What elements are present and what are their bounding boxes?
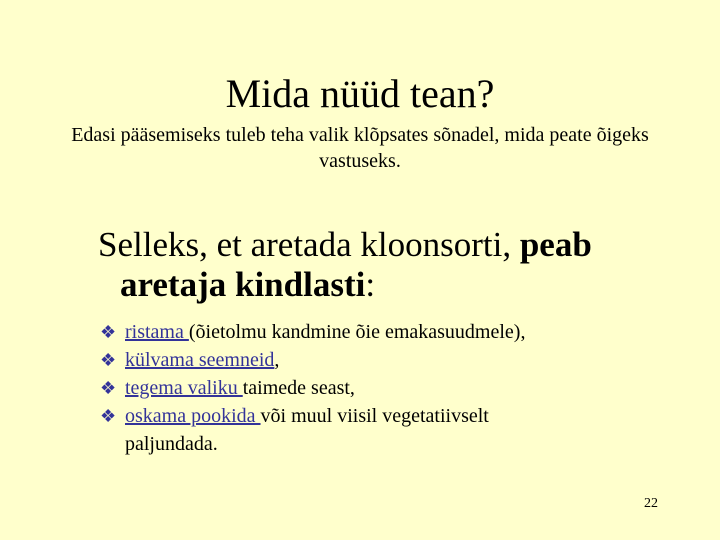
list-item xyxy=(100,318,660,346)
slide-title: Mida nüüd tean? xyxy=(225,71,495,116)
list-item xyxy=(100,346,660,374)
lead-statement xyxy=(98,225,698,305)
item-text: , xyxy=(274,349,280,371)
list-item xyxy=(100,374,660,402)
lead-text: Selleks, et aretada kloonsorti, xyxy=(98,225,520,264)
answer-link-kulvama[interactable]: külvama seemneid xyxy=(125,349,275,371)
item-text: taimede seast, xyxy=(242,377,355,399)
diamond-bullet-icon: ❖ xyxy=(100,406,117,426)
item-text: või muul viisil vegetatiivselt xyxy=(260,405,489,427)
answer-link-tegema-valiku[interactable]: tegema valiku xyxy=(125,377,243,399)
lead-bold-peab: peab xyxy=(519,225,592,264)
lead-colon: : xyxy=(365,265,376,304)
list-item xyxy=(100,402,660,458)
slide-subtitle: Edasi pääsemiseks tuleb teha valik klõpsates sõnadel, mida peate õigeks vastuseks. xyxy=(71,124,649,172)
page-number: 22 xyxy=(644,496,658,511)
answer-link-oskama-pookida[interactable]: oskama pookida xyxy=(125,405,261,427)
answer-link-ristama[interactable]: ristama xyxy=(125,321,189,343)
lead-bold-aretaja: aretaja kindlasti xyxy=(120,265,366,304)
item-text-continuation: paljundada. xyxy=(125,433,218,455)
answer-list xyxy=(100,318,660,458)
diamond-bullet-icon: ❖ xyxy=(100,378,117,398)
diamond-bullet-icon: ❖ xyxy=(100,350,117,370)
diamond-bullet-icon: ❖ xyxy=(100,322,117,342)
item-text: (õietolmu kandmine õie emakasuudmele), xyxy=(188,321,526,343)
